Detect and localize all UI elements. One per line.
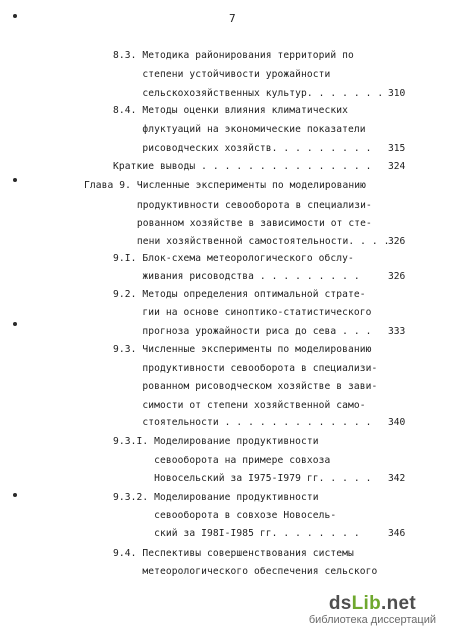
toc-line: ский за I98I-I985 гг. . . . . . . .: [113, 528, 360, 539]
binding-hole-dot: [13, 493, 17, 497]
watermark-subtitle: библиотека диссертаций: [308, 614, 436, 626]
toc-line: гии на основе синоптико-статистического: [113, 307, 372, 318]
watermark: [309, 593, 436, 626]
page-number: 7: [229, 12, 236, 25]
toc-line: флуктуаций на экономические показатели: [113, 124, 366, 135]
toc-line: севооборота в совхозе Новосель-: [113, 510, 337, 521]
toc-page-number: 333: [388, 326, 406, 337]
toc-page-number: 346: [388, 528, 406, 539]
toc-line: Глава 9. Численные эксперименты по моделированию: [84, 180, 367, 191]
toc-page-number: 315: [388, 143, 406, 154]
toc-line: рованном хозяйстве в зависимости от сте-: [84, 218, 372, 229]
toc-line: 9.3. Численные эксперименты по моделированию: [113, 344, 372, 355]
toc-line: Новосельский за I975-I979 гг. . . . .: [113, 473, 372, 484]
toc-line: Краткие выводы . . . . . . . . . . . . . . .: [113, 161, 372, 172]
binding-hole-dot: [13, 322, 17, 326]
toc-line: рисоводческих хозяйств. . . . . . . . .: [113, 143, 372, 154]
toc-line: степени устойчивости урожайности: [113, 69, 331, 80]
toc-line: сельскохозяйственных культур. . . . . . .: [113, 88, 384, 99]
toc-page-number: 342: [388, 473, 406, 484]
toc-line: 9.3.2. Моделирование продуктивности: [113, 492, 319, 503]
toc-line: 8.3. Методика районирования территорий по: [113, 50, 354, 61]
toc-line: 9.2. Методы определения оптимальной страте-: [113, 289, 366, 300]
toc-page-number: 326: [388, 271, 406, 282]
toc-line: 9.4. Песпективы совершенствования системы: [113, 548, 354, 559]
toc-line: 9.3.I. Моделирование продуктивности: [113, 436, 319, 447]
toc-line: пени хозяйственной самостоятельности. . . .: [84, 236, 390, 247]
binding-hole-dot: [13, 178, 17, 182]
toc-line: 9.I. Блок-схема метеорологического обслу-: [113, 253, 354, 264]
toc-line: рованном рисоводческом хозяйстве в зави-: [113, 381, 378, 392]
toc-page-number: 340: [388, 417, 406, 428]
toc-line: метеорологического обеспечения сельского: [113, 566, 378, 577]
toc-line: 8.4. Методы оценки влияния климатических: [113, 105, 349, 116]
toc-line: прогноза урожайности риса до сева . . .: [113, 326, 372, 337]
toc-page-number: 310: [388, 88, 406, 99]
toc-page-number: 326: [388, 236, 406, 247]
watermark-logo: dsLib.net: [328, 593, 417, 614]
toc-line: продуктивности севооборота в специализи-: [84, 200, 372, 211]
binding-hole-dot: [13, 14, 17, 18]
toc-page-number: 324: [388, 161, 406, 172]
toc-line: симости от степени хозяйственной само-: [113, 400, 366, 411]
toc-line: продуктивности севооборота в специализи-: [113, 363, 378, 374]
toc-line: стоятельности . . . . . . . . . . . . .: [113, 417, 372, 428]
toc-line: живания рисоводства . . . . . . . . .: [113, 271, 360, 282]
toc-line: севооборота на примере совхоза: [113, 455, 331, 466]
